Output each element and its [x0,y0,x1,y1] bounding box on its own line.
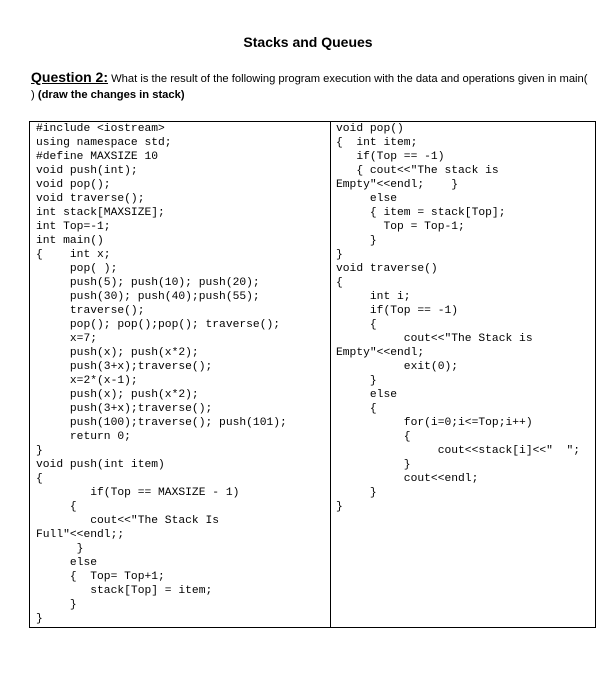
code-line: x=7; [36,333,98,345]
code-line: } [36,543,84,555]
code-line: } [336,249,343,261]
code-line: int Top=-1; [36,221,111,233]
code-line: } [336,235,377,247]
code-line: { [336,319,377,331]
code-line: return 0; [36,431,131,443]
code-line: } [336,487,377,499]
code-line: push(x); push(x*2); [36,347,199,359]
code-line: Empty"<<endl; } [336,179,459,191]
code-line: #define MAXSIZE 10 [36,151,159,163]
code-line: { [36,473,43,485]
code-line: } [36,445,43,457]
code-line: Top = Top-1; [336,221,465,233]
code-line: { [36,501,77,513]
code-line: Full"<<endl;; [36,529,125,541]
code-line: void push(int); [36,165,138,177]
code-line: else [36,557,98,569]
code-line: for(i=0;i<=Top;i++) [336,417,533,429]
column-divider [330,122,331,627]
code-line: if(Top == MAXSIZE - 1) [36,487,240,499]
code-line: int main() [36,235,104,247]
code-table [29,121,596,628]
code-line: void push(int item) [36,459,165,471]
code-line: push(30); push(40);push(55); [36,291,260,303]
code-line: { [336,277,343,289]
code-line: cout<<stack[i]<<" "; [336,445,581,457]
code-line: } [336,375,377,387]
code-line: else [336,389,398,401]
code-line: using namespace std; [36,137,172,149]
code-line: pop( ); [36,263,118,275]
code-line: int i; [336,291,411,303]
code-line: push(3+x);traverse(); [36,361,213,373]
code-line: else [336,193,398,205]
code-line: void traverse(); [36,193,145,205]
code-line: cout<<"The Stack is [336,333,533,345]
code-line: traverse(); [36,305,145,317]
code-line: } [336,459,411,471]
code-line: cout<<endl; [336,473,479,485]
code-line: Empty"<<endl; [336,347,425,359]
code-line: void traverse() [336,263,438,275]
code-line: void pop() [336,123,404,135]
code-line: } [36,613,43,625]
question-text [31,69,591,103]
code-line: exit(0); [336,361,459,373]
code-line: { cout<<"The stack is [336,165,499,177]
code-line: { int item; [336,137,418,149]
code-line: { [336,403,377,415]
code-line: void pop(); [36,179,111,191]
code-line: push(5); push(10); push(20); [36,277,260,289]
code-line: int stack[MAXSIZE]; [36,207,165,219]
question-label: Question 2: [31,69,109,85]
question-note: (draw the changes in stack) [37,89,185,101]
code-line: if(Top == -1) [336,151,445,163]
code-line: push(100);traverse(); push(101); [36,417,287,429]
code-line: { int x; [36,249,111,261]
code-line: pop(); pop();pop(); traverse(); [36,319,281,331]
code-line: if(Top == -1) [336,305,459,317]
code-line: cout<<"The Stack Is [36,515,220,527]
code-line: x=2*(x-1); [36,375,138,387]
code-left-column [36,122,287,626]
question-body: What is the result of the following program execution with the data and operations given in main( ) [31,73,588,101]
page-title: Stacks and Queues [243,34,373,50]
code-line: stack[Top] = item; [36,585,213,597]
code-line: } [36,599,77,611]
code-right-column [336,122,580,514]
code-line: #include <iostream> [36,123,165,135]
code-line: push(x); push(x*2); [36,389,199,401]
code-line: { [336,431,411,443]
code-line: push(3+x);traverse(); [36,403,213,415]
code-line: } [336,501,343,513]
code-line: { Top= Top+1; [36,571,165,583]
code-line: { item = stack[Top]; [336,207,506,219]
